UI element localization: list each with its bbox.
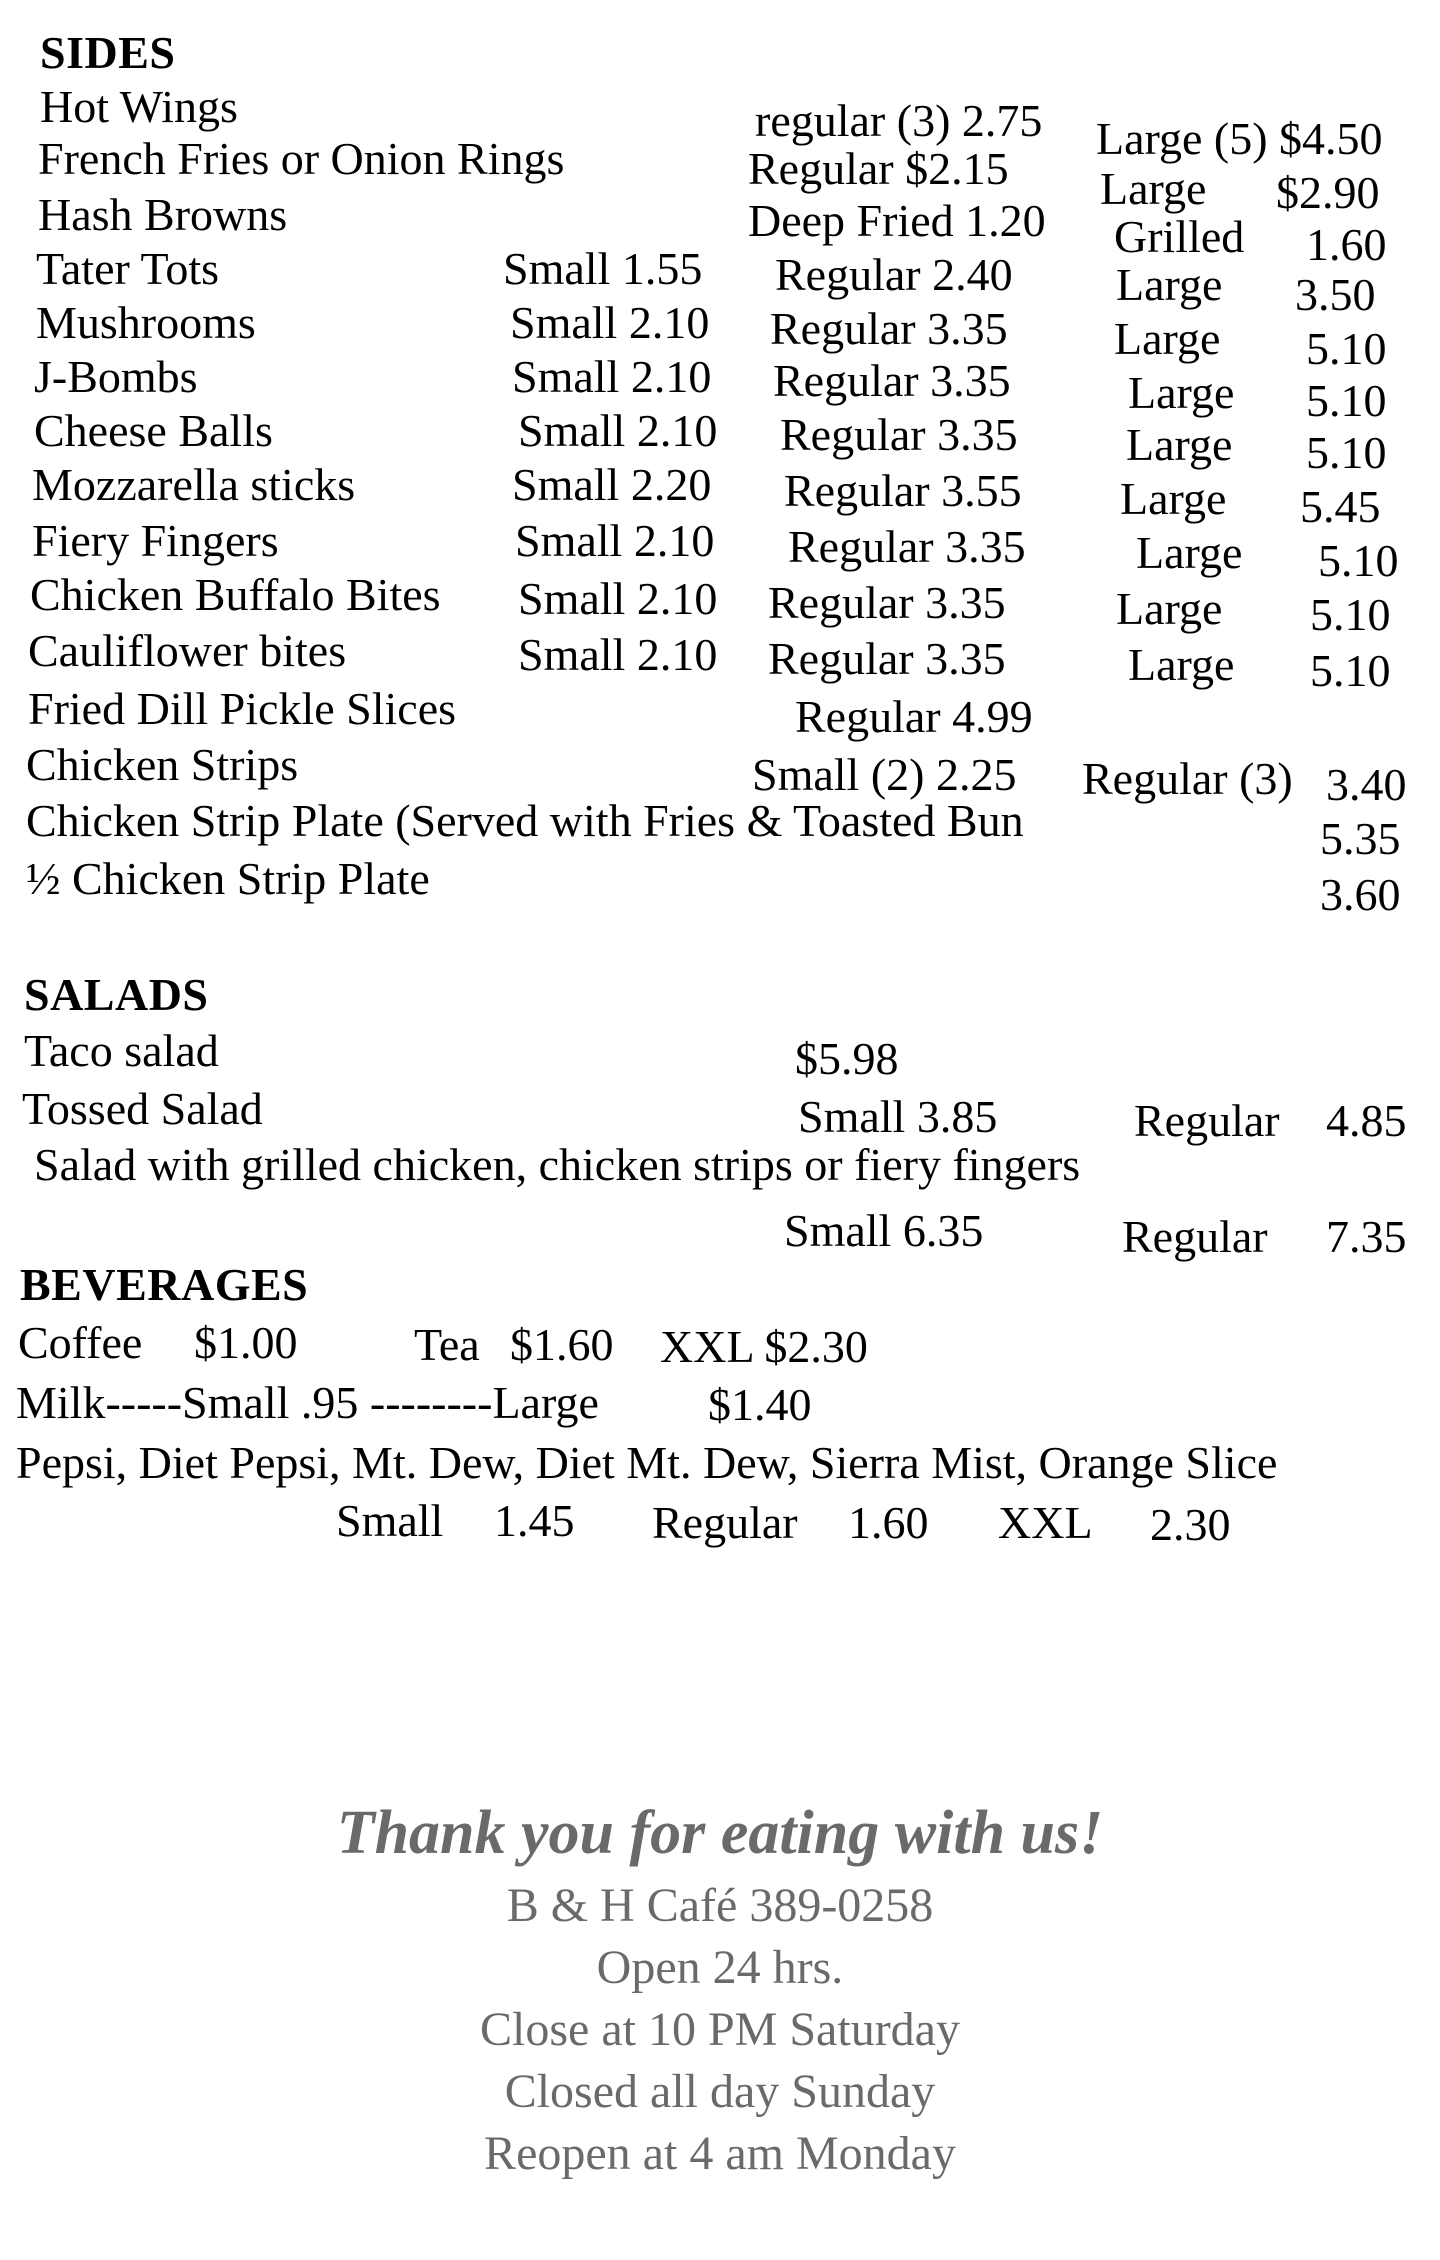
fiery-fingers-name: Fiery Fingers	[32, 515, 279, 566]
cheese-balls-name: Cheese Balls	[34, 405, 273, 456]
chicken-strips-small: Small (2) 2.25	[752, 749, 1017, 800]
soda-regular-price: 1.60	[848, 1497, 929, 1548]
monday-hours: Reopen at 4 am Monday	[484, 2127, 956, 2180]
fiery-fingers-large-price: 5.10	[1318, 535, 1399, 586]
mushrooms-large-label: Large	[1114, 313, 1221, 364]
fries-regular: Regular $2.15	[748, 143, 1009, 194]
cafe-name-phone: B & H Café 389-0258	[506, 1879, 934, 1932]
chicken-strips-name: Chicken Strips	[26, 739, 299, 790]
soda-regular-label: Regular	[652, 1497, 798, 1548]
open-hours: Open 24 hrs.	[596, 1941, 844, 1994]
soda-small-label: Small	[336, 1495, 444, 1546]
j-bombs-small: Small 2.10	[512, 351, 712, 402]
fries-name: French Fries or Onion Rings	[38, 133, 565, 184]
cheese-balls-regular: Regular 3.35	[780, 409, 1018, 460]
strip-plate-name: Chicken Strip Plate (Served with Fries & Toasted Bun	[26, 795, 1024, 846]
chicken-strips-regular-price: 3.40	[1326, 759, 1407, 810]
tea-price: $1.60	[510, 1319, 614, 1370]
thank-you-message: Thank you for eating with us!	[336, 1799, 1104, 1867]
hot-wings-large: Large (5) $4.50	[1096, 113, 1383, 164]
fiery-fingers-large-label: Large	[1136, 527, 1243, 578]
salads-heading: SALADS	[24, 969, 209, 1020]
cheese-balls-small: Small 2.10	[518, 405, 718, 456]
half-strip-plate-price: 3.60	[1320, 869, 1401, 920]
sides-heading: SIDES	[40, 27, 176, 78]
hot-wings-regular: regular (3) 2.75	[755, 95, 1043, 146]
grilled-salad-regular-price: 7.35	[1326, 1211, 1407, 1262]
sunday-hours: Closed all day Sunday	[504, 2065, 936, 2118]
cheese-balls-large-price: 5.10	[1306, 427, 1387, 478]
beverages-heading: BEVERAGES	[20, 1259, 309, 1310]
j-bombs-large-label: Large	[1128, 367, 1235, 418]
buffalo-bites-large-label: Large	[1116, 583, 1223, 634]
half-strip-plate-name: ½ Chicken Strip Plate	[26, 853, 430, 904]
tossed-salad-regular-label: Regular	[1134, 1095, 1280, 1146]
chicken-strips-regular-label: Regular (3)	[1082, 753, 1293, 804]
tater-tots-name: Tater Tots	[36, 243, 220, 294]
tossed-salad-regular-price: 4.85	[1326, 1095, 1407, 1146]
fries-large-label: Large	[1100, 163, 1207, 214]
j-bombs-regular: Regular 3.35	[773, 355, 1011, 406]
fiery-fingers-small: Small 2.10	[515, 515, 715, 566]
grilled-salad-small: Small 6.35	[784, 1205, 984, 1256]
strip-plate-price: 5.35	[1320, 813, 1401, 864]
cauliflower-bites-small: Small 2.10	[518, 629, 718, 680]
milk-large-price: $1.40	[708, 1379, 812, 1430]
fiery-fingers-regular: Regular 3.35	[788, 521, 1026, 572]
milk-line: Milk-----Small .95 --------Large	[16, 1377, 599, 1428]
cauliflower-bites-name: Cauliflower bites	[28, 625, 347, 676]
tater-tots-small: Small 1.55	[503, 243, 703, 294]
soda-xxl-label: XXL	[998, 1497, 1093, 1548]
saturday-hours: Close at 10 PM Saturday	[480, 2003, 960, 2056]
cauliflower-bites-large-price: 5.10	[1310, 645, 1391, 696]
tea-xxl: XXL $2.30	[660, 1321, 868, 1372]
tater-tots-large-label: Large	[1116, 259, 1223, 310]
mozzarella-sticks-small: Small 2.20	[512, 459, 712, 510]
grilled-salad-name: Salad with grilled chicken, chicken strips or fiery fingers	[34, 1139, 1081, 1190]
mozzarella-sticks-name: Mozzarella sticks	[32, 459, 356, 510]
soda-xxl-price: 2.30	[1150, 1499, 1231, 1550]
mushrooms-small: Small 2.10	[510, 297, 710, 348]
cauliflower-bites-large-label: Large	[1128, 639, 1235, 690]
grilled-salad-regular-label: Regular	[1122, 1211, 1268, 1262]
fries-large-price: $2.90	[1276, 167, 1380, 218]
hash-browns-name: Hash Browns	[38, 189, 288, 240]
cheese-balls-large-label: Large	[1126, 419, 1233, 470]
j-bombs-name: J-Bombs	[34, 351, 198, 402]
mozzarella-sticks-regular: Regular 3.55	[784, 465, 1022, 516]
tossed-salad-name: Tossed Salad	[22, 1083, 263, 1134]
taco-salad-price: $5.98	[795, 1033, 899, 1084]
coffee-label: Coffee	[18, 1317, 143, 1368]
buffalo-bites-large-price: 5.10	[1310, 589, 1391, 640]
hot-wings-name: Hot Wings	[40, 81, 238, 132]
buffalo-bites-name: Chicken Buffalo Bites	[30, 569, 441, 620]
taco-salad-name: Taco salad	[24, 1025, 219, 1076]
tossed-salad-small: Small 3.85	[798, 1091, 998, 1142]
tater-tots-regular: Regular 2.40	[775, 249, 1013, 300]
tea-label: Tea	[414, 1319, 480, 1370]
soda-small-price: 1.45	[494, 1495, 575, 1546]
mushrooms-name: Mushrooms	[36, 297, 256, 348]
hash-browns-deep-fried: Deep Fried 1.20	[748, 195, 1046, 246]
tater-tots-large-price: 3.50	[1295, 269, 1376, 320]
hash-browns-grilled-label: Grilled	[1114, 211, 1245, 262]
mozzarella-sticks-large-price: 5.45	[1300, 481, 1381, 532]
pickle-slices-regular: Regular 4.99	[795, 691, 1033, 742]
pickle-slices-name: Fried Dill Pickle Slices	[28, 683, 457, 734]
buffalo-bites-regular: Regular 3.35	[768, 577, 1006, 628]
cauliflower-bites-regular: Regular 3.35	[768, 633, 1006, 684]
mozzarella-sticks-large-label: Large	[1120, 473, 1227, 524]
j-bombs-large-price: 5.10	[1306, 375, 1387, 426]
sodas-list: Pepsi, Diet Pepsi, Mt. Dew, Diet Mt. Dew, Sierra Mist, Orange Slice	[16, 1437, 1278, 1488]
mushrooms-large-price: 5.10	[1306, 323, 1387, 374]
buffalo-bites-small: Small 2.10	[518, 573, 718, 624]
mushrooms-regular: Regular 3.35	[770, 303, 1008, 354]
coffee-price: $1.00	[194, 1317, 298, 1368]
hash-browns-grilled-price: 1.60	[1306, 219, 1387, 270]
